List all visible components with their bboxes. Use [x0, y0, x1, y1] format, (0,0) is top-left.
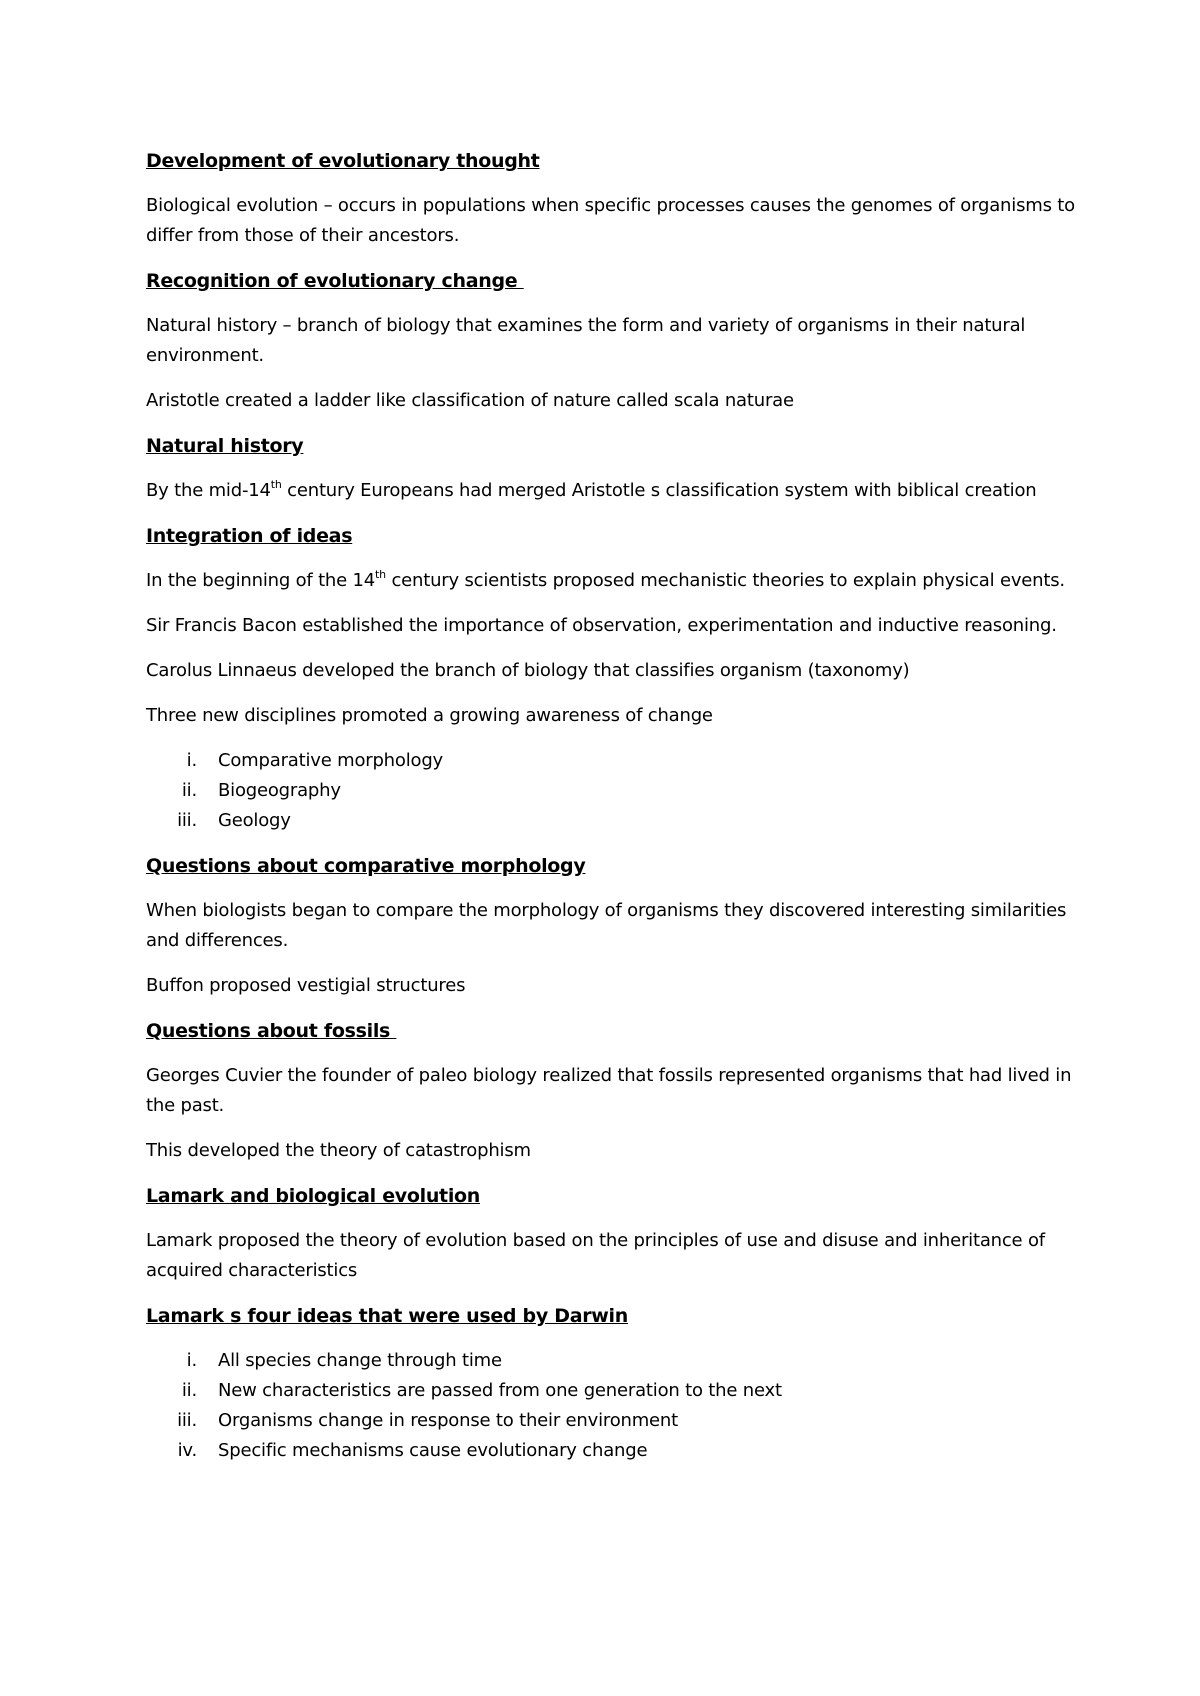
paragraph-francis-bacon: Sir Francis Bacon established the importance of observation, experimentation and inductive reasoning.	[146, 615, 1057, 636]
list-item-text: Organisms change in response to their environment	[218, 1410, 678, 1431]
list-item	[146, 1406, 1076, 1436]
heading-questions-about-comparative-morphology: Questions about comparative morphology	[146, 855, 586, 877]
list-item-number: iii.	[177, 1410, 197, 1431]
list-item-number: iv.	[177, 1440, 197, 1461]
heading-recognition-of-evolutionary-change: Recognition of evolutionary change	[146, 270, 524, 292]
list-item	[146, 1346, 1076, 1376]
list-item-number: ii.	[181, 780, 197, 801]
list-item-text: All species change through time	[218, 1350, 502, 1371]
heading-natural-history: Natural history	[146, 435, 304, 457]
list-item-number: ii.	[181, 1380, 197, 1401]
paragraph-catastrophism: This developed the theory of catastrophism	[146, 1140, 531, 1161]
list-disciplines	[146, 746, 1076, 836]
paragraph-biological-evolution: Biological evolution – occurs in populations when specific processes causes the genomes of organisms to differ from those of their ancestors.	[146, 195, 1075, 246]
text-fragment: century Europeans had merged Aristotle s classification system with biblical creation	[281, 480, 1037, 501]
list-item-number: i.	[186, 750, 197, 771]
list-item	[146, 1436, 1076, 1466]
paragraph-compare-morphology: When biologists began to compare the morphology of organisms they discovered interesting similarities and differences.	[146, 900, 1067, 951]
paragraph-aristotle: Aristotle created a ladder like classification of nature called scala naturae	[146, 390, 794, 411]
list-item-text: Geology	[218, 810, 291, 831]
paragraph-lamark-theory: Lamark proposed the theory of evolution based on the principles of use and disuse and inheritance of acquired characteristics	[146, 1230, 1045, 1281]
superscript: th	[270, 478, 282, 491]
list-item-number: iii.	[177, 810, 197, 831]
paragraph-cuvier: Georges Cuvier the founder of paleo biology realized that fossils represented organisms that had lived in the past.	[146, 1065, 1072, 1116]
paragraph-linnaeus: Carolus Linnaeus developed the branch of biology that classifies organism (taxonomy)	[146, 660, 910, 681]
paragraph-mechanistic-theories	[146, 566, 1076, 596]
list-item-text: New characteristics are passed from one generation to the next	[218, 1380, 782, 1401]
list-item-text: Comparative morphology	[218, 750, 443, 771]
list-item-number: i.	[186, 1350, 197, 1371]
list-item	[146, 746, 1076, 776]
heading-lamark-and-biological-evolution: Lamark and biological evolution	[146, 1185, 481, 1207]
paragraph-natural-history-definition: Natural history – branch of biology that examines the form and variety of organisms in their natural environment.	[146, 315, 1026, 366]
text-fragment: In the beginning of the 14	[146, 570, 376, 591]
list-item	[146, 1376, 1076, 1406]
list-item-text: Biogeography	[218, 780, 341, 801]
list-item-text: Specific mechanisms cause evolutionary change	[218, 1440, 648, 1461]
list-item	[146, 806, 1076, 836]
heading-integration-of-ideas: Integration of ideas	[146, 525, 353, 547]
text-fragment: century scientists proposed mechanistic theories to explain physical events.	[385, 570, 1065, 591]
paragraph-buffon: Buffon proposed vestigial structures	[146, 975, 466, 996]
list-lamark-ideas	[146, 1346, 1076, 1466]
list-item	[146, 776, 1076, 806]
superscript: th	[375, 568, 386, 581]
text-fragment: By the mid-14	[146, 480, 271, 501]
paragraph-mid-14th-century	[146, 476, 1076, 506]
paragraph-three-disciplines: Three new disciplines promoted a growing awareness of change	[146, 705, 713, 726]
heading-questions-about-fossils: Questions about fossils	[146, 1020, 397, 1042]
heading-lamark-four-ideas: Lamark s four ideas that were used by Darwin	[146, 1305, 628, 1327]
document-page	[146, 146, 1076, 1481]
heading-development-of-evolutionary-thought: Development of evolutionary thought	[146, 150, 540, 172]
